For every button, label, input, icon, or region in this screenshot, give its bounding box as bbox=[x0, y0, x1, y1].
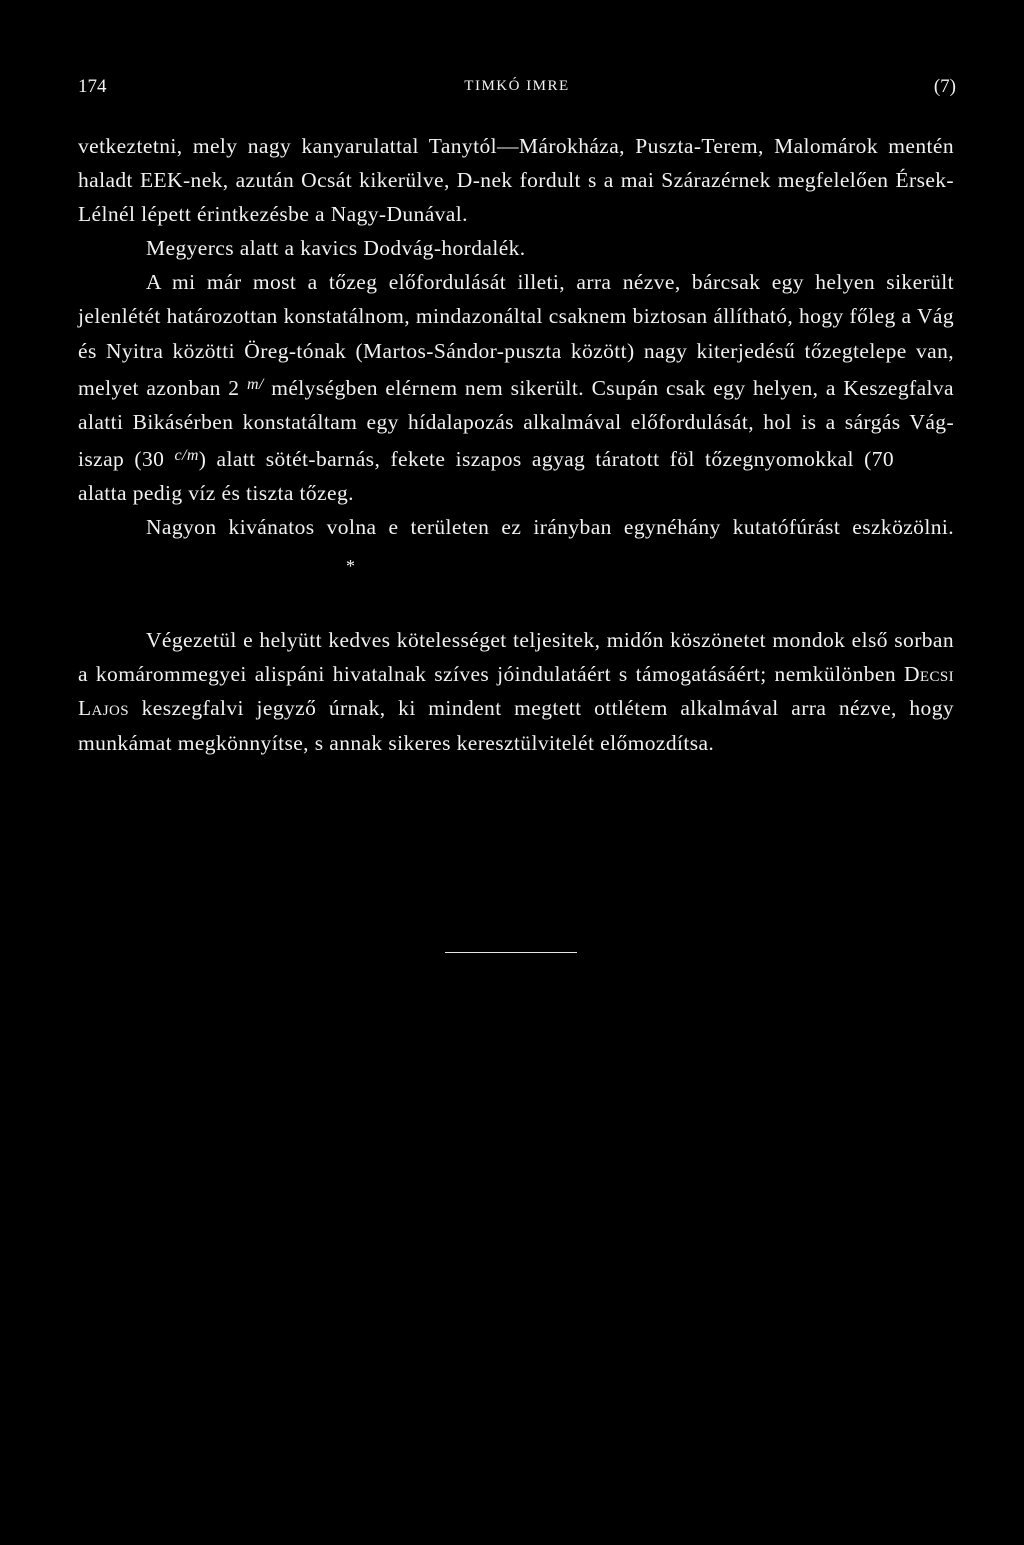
paragraph-3-part-b: mélységben elérnem nem sikerült. Csupán csak egy helyen, a Keszegfalva alatti Bikásérben konstatáltam egy hídalapozás alkalmával előfordulását, hol is a sárgás Vág-iszap (30 bbox=[78, 375, 954, 471]
paragraph-4-text: Nagyon kivánatos volna e területen ez irányban egynéhány kutatófúrást eszközölni. bbox=[146, 515, 954, 540]
paragraph-3-part-c: ) alatt sötét-barnás, fekete iszapos agyag táratott föl tőzegnyomokkal (70 bbox=[198, 446, 894, 471]
paragraph-4 bbox=[78, 510, 954, 583]
body-text bbox=[78, 129, 954, 760]
paragraph-5 bbox=[78, 623, 954, 759]
paragraph-gap bbox=[78, 583, 954, 623]
paragraph-3 bbox=[78, 265, 954, 510]
page-number: 174 bbox=[78, 76, 107, 97]
running-head bbox=[78, 76, 956, 100]
asterisk-mark: * bbox=[346, 556, 356, 577]
paragraph-5-part-b: keszegfalvi jegyző úrnak, ki mindent megtett ottlétem alkalmával arra nézve, hogy munkámat megkönnyítse, s annak sikeres keresztülvitelét előmozdítsa. bbox=[78, 696, 954, 755]
unit-meter: m/ bbox=[246, 375, 264, 393]
unit-centimeter: c/m bbox=[174, 446, 199, 464]
paragraph-5-part-a: Végezetül e helyütt kedves kötelességet teljesitek, midőn köszönetet mondok első sorban a komárommegyei alispáni hivatalnak szíves jóindulatáért s támogatásáért; nemkülönben bbox=[78, 628, 954, 687]
end-rule bbox=[445, 952, 577, 953]
person-name: Decsi Lajos bbox=[78, 662, 954, 721]
paragraph-3-part-a: A mi már most a tőzeg előfordulását illeti, arra nézve, bárcsak egy helyen sikerült jelenlétét határozottan konstatálnom, mindazonáltal csaknem biztosan állítható, hogy főleg a Vág és Nyitra közötti Öreg-tónak (Martos-Sándor-puszta között) nagy kiterjedésű tőzegtelepe van, melyet azonban 2 bbox=[78, 270, 954, 400]
section-number: (7) bbox=[933, 76, 956, 97]
author-header: TIMKÓ IMRE bbox=[464, 78, 570, 94]
paragraph-3-part-d: alatta pedig víz és tiszta tőzeg. bbox=[78, 480, 354, 505]
paragraph-1: vetkeztetni, mely nagy kanyarulattal Tanytól—Márokháza, Puszta-Terem, Malomárok mentén haladt EEK-nek, azután Ocsát kikerülve, D-nek fordult s a mai Szárazérnek megfelelően Érsek-Lélnél lépett érintkezésbe a Nagy-Dunával. bbox=[78, 134, 954, 227]
paragraph-2: Megyercs alatt a kavics Dodvág-hordalék. bbox=[146, 236, 526, 261]
